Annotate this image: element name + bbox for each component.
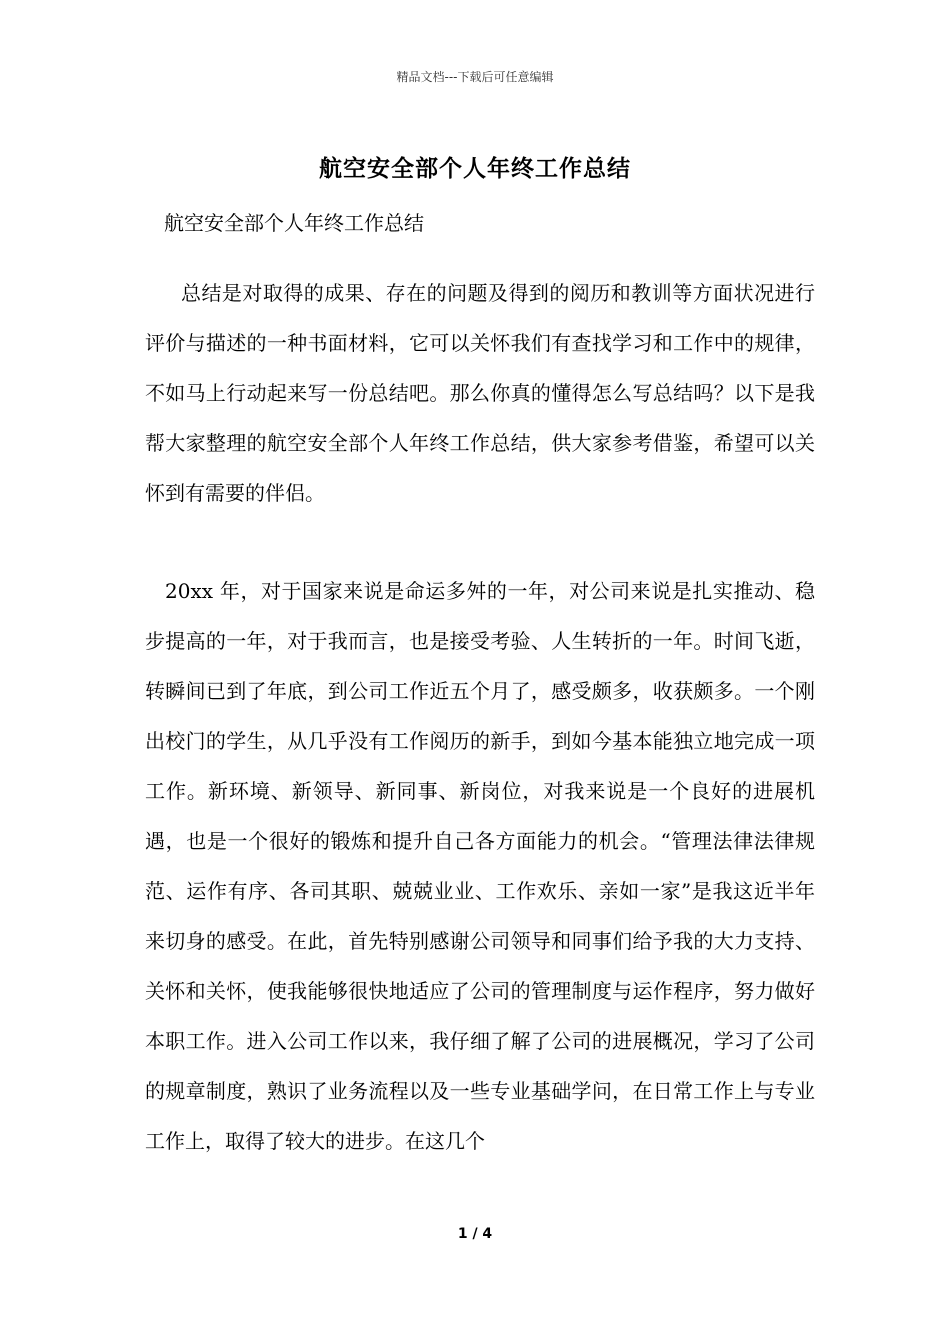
paragraph-body: 20xx 年，对于国家来说是命运多舛的一年，对公司来说是扎实推动、稳步提高的一年，对于我而言，也是接受考验、人生转折的一年。时间飞逝，转瞬间已到了年底，到公司工作近五个月了，感受颇多，收获颇多。一个刚出校门的学生，从几乎没有工作阅历的新手，到如今基本能独立地完成一项工作。新环境、新领导、新同事、新岗位，对我来说是一个良好的进展机遇，也是一个很好的锻炼和提升自己各方面能力的机会。“管理法律法律规范、运作有序、各司其职、兢兢业业、工作欢乐、亲如一家”是我这近半年来切身的感受。在此，首先特别感谢公司领导和同事们给予我的大力支持、关怀和关怀，使我能够很快地适应了公司的管理制度与运作程序，努力做好本职工作。进入公司工作以来，我仔细了解了公司的进展概况，学习了公司的规章制度，熟识了业务流程以及一些专业基础学问，在日常工作上与专业工作上，取得了较大的进步。在这几个	[145, 579, 815, 1153]
header-note: 精品文档---下载后可任意编辑	[396, 70, 554, 84]
paragraph-intro: 总结是对取得的成果、存在的问题及得到的阅历和教训等方面状况进行评价与描述的一种书面材料，它可以关怀我们有查找学习和工作中的规律，不如马上行动起来写一份总结吧。那么你真的懂得怎么写总结吗？以下是我帮大家整理的航空安全部个人年终工作总结，供大家参考借鉴，希望可以关怀到有需要的伴侣。	[145, 281, 815, 505]
document-title: 航空安全部个人年终工作总结	[319, 155, 631, 182]
page-number: 1 / 4	[457, 1226, 493, 1242]
document-subtitle: 航空安全部个人年终工作总结	[164, 211, 424, 235]
